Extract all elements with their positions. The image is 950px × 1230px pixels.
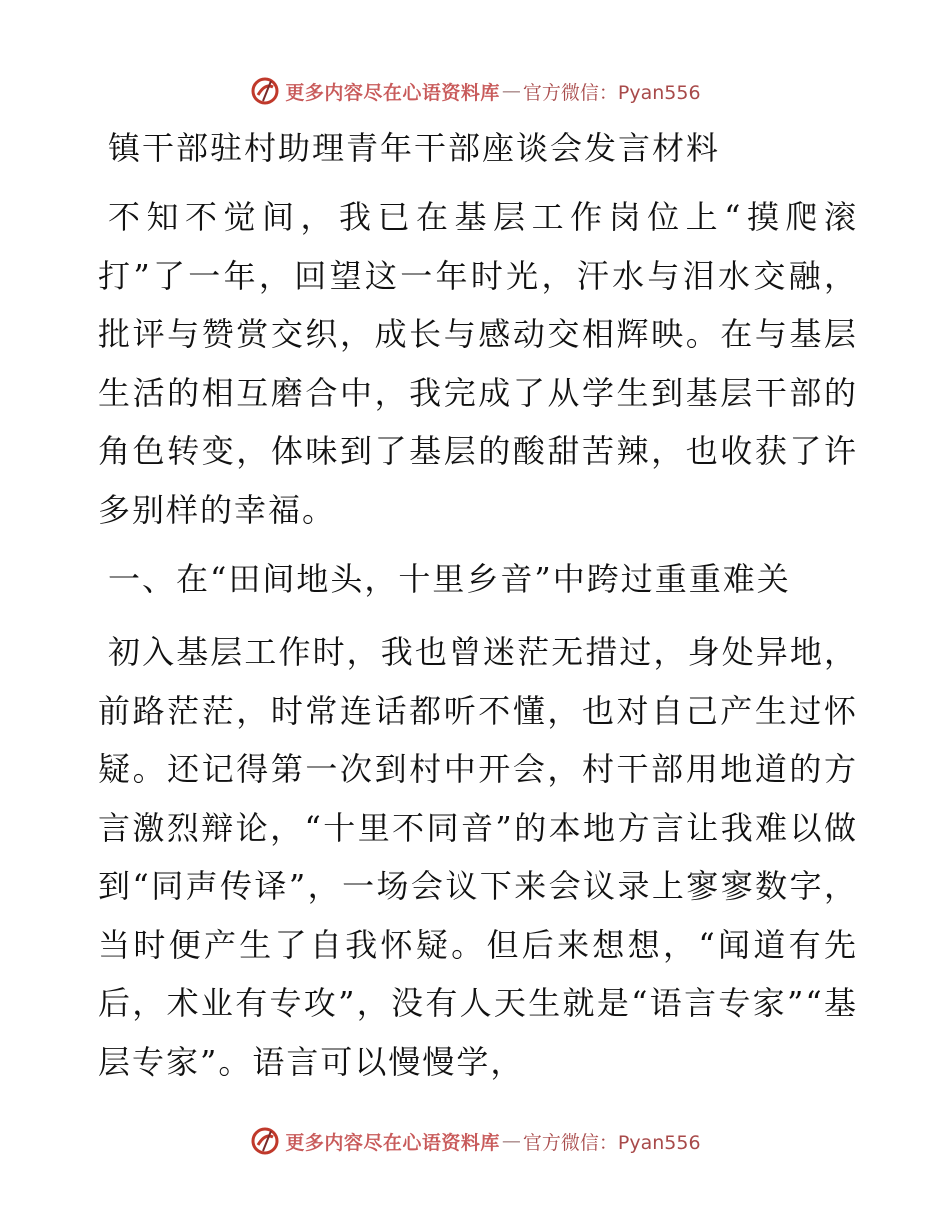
logo-icon bbox=[249, 1125, 281, 1157]
intro-paragraph: 不知不觉间，我已在基层工作岗位上“摸爬滚打”了一年，回望这一年时光，汗水与泪水交融，批评与赞赏交织，成长与感动交相辉映。在与基层生活的相互磨合中，我完成了从学生到基层干部的角色转变，体味到了基层的酸甜苦辣，也收获了许多别样的幸福。 bbox=[98, 198, 858, 529]
document-body bbox=[98, 122, 858, 1105]
watermark-dash: — bbox=[501, 80, 521, 102]
watermark-sub-text: 官方微信：Pyan556 bbox=[522, 1131, 701, 1154]
header-watermark bbox=[0, 71, 950, 111]
section-heading: 一、在“田间地头，十里乡音”中跨过重重难关 bbox=[108, 560, 791, 598]
watermark-dash: — bbox=[501, 1130, 521, 1152]
watermark-main-text: 更多内容尽在心语资料库 bbox=[285, 1131, 500, 1154]
footer-watermark bbox=[0, 1121, 950, 1161]
document-title: 镇干部驻村助理青年干部座谈会发言材料 bbox=[108, 129, 721, 167]
logo-icon bbox=[249, 75, 281, 107]
section-paragraph: 初入基层工作时，我也曾迷茫无措过，身处异地，前路茫茫，时常连话都听不懂，也对自己产生过怀疑。还记得第一次到村中开会，村干部用地道的方言激烈辩论，“十里不同音”的本地方言让我难以做到“同声传译”，一场会议下来会议录上寥寥数字，当时便产生了自我怀疑。但后来想想，“闻道有先后，术业有专攻”，没有人天生就是“语言专家”“基层专家”。语言可以慢慢学， bbox=[98, 633, 858, 1081]
watermark-main-text: 更多内容尽在心语资料库 bbox=[285, 81, 500, 104]
watermark-sub-text: 官方微信：Pyan556 bbox=[522, 81, 701, 104]
